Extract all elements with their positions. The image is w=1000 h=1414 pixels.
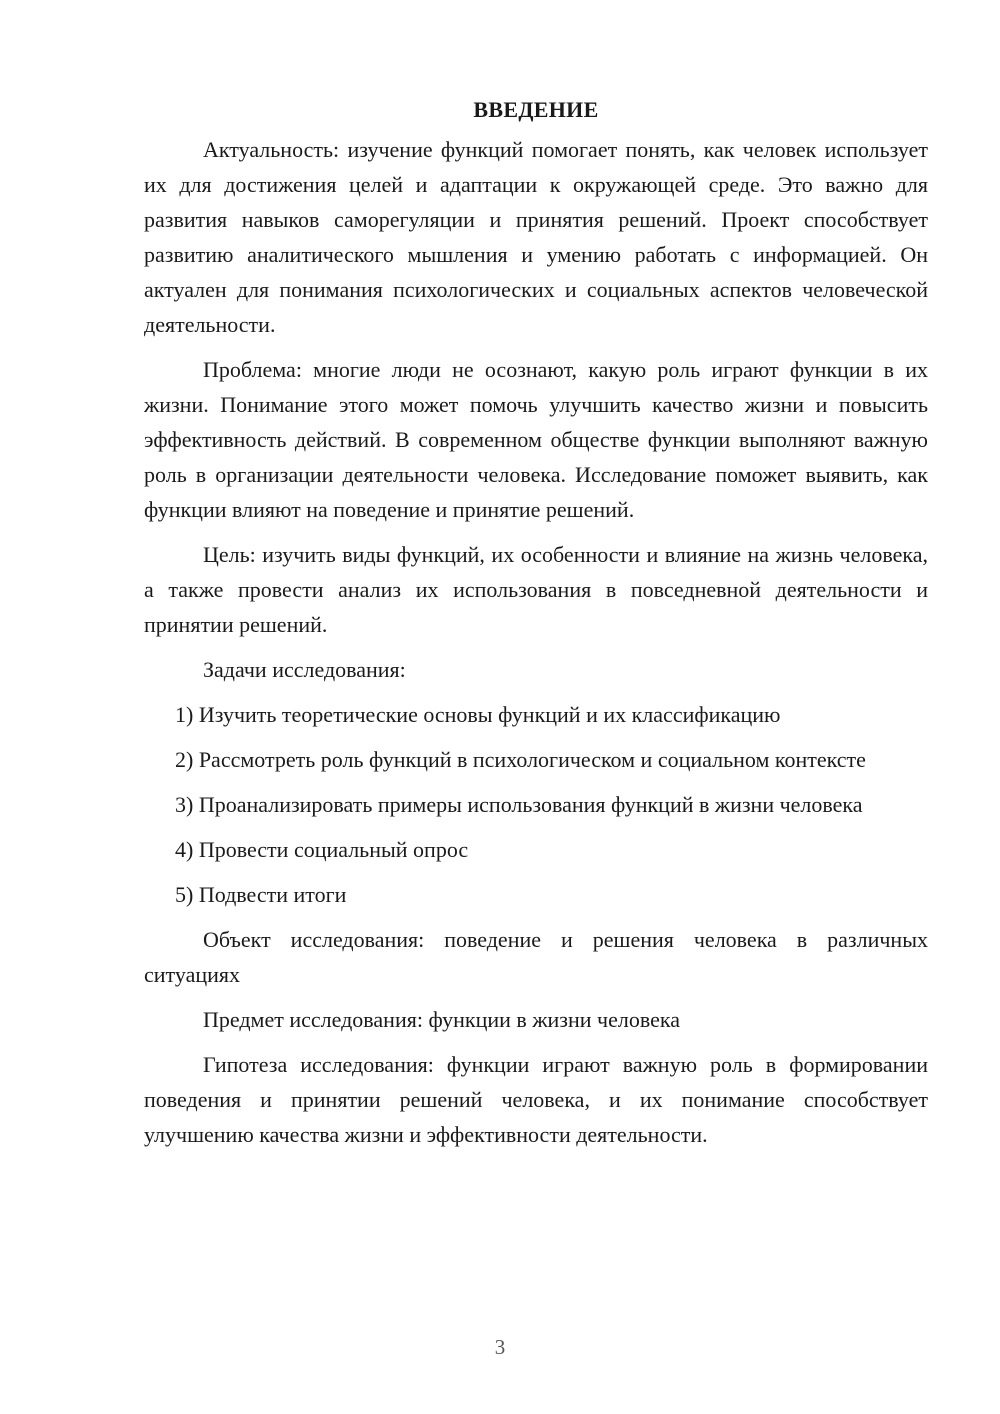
problem-paragraph: Проблема: многие люди не осознают, какую роль играют функции в их жизни. Понимание этого может помочь улучшить качество жизни и повысить эффективность действий. В современном обществе функции выполняют важную роль в организации деятельности человека. Исследование поможет выявить, как функции влияют на поведение и принятие решений. <box>144 357 928 522</box>
task-item-4: 4) Провести социальный опрос <box>175 837 469 862</box>
task-item-1: 1) Изучить теоретические основы функций и их классификацию <box>175 702 781 727</box>
document-page <box>144 92 928 1162</box>
subject-paragraph: Предмет исследования: функции в жизни человека <box>203 1007 680 1032</box>
task-item-2: 2) Рассмотреть роль функций в психологическом и социальном контексте <box>175 747 866 772</box>
object-paragraph: Объект исследования: поведение и решения человека в различных ситуациях <box>144 927 928 987</box>
tasks-heading: Задачи исследования: <box>203 657 406 682</box>
section-title: ВВЕДЕНИЕ <box>473 97 599 122</box>
task-item-5: 5) Подвести итоги <box>175 882 347 907</box>
goal-paragraph: Цель: изучить виды функций, их особенности и влияние на жизнь человека, а также провести анализ их использования в повседневной деятельности и принятии решений. <box>144 542 928 637</box>
task-item-3: 3) Проанализировать примеры использования функций в жизни человека <box>175 792 863 817</box>
relevance-paragraph: Актуальность: изучение функций помогает понять, как человек использует их для достижения целей и адаптации к окружающей среде. Это важно для развития навыков саморегуляции и принятия решений. Проект способствует развитию аналитического мышления и умению работать с информацией. Он актуален для понимания психологических и социальных аспектов человеческой деятельности. <box>144 137 928 337</box>
page-number: 3 <box>494 1335 506 1359</box>
hypothesis-paragraph: Гипотеза исследования: функции играют важную роль в формировании поведения и принятии решений человека, и их понимание способствует улучшению качества жизни и эффективности деятельности. <box>144 1052 928 1147</box>
